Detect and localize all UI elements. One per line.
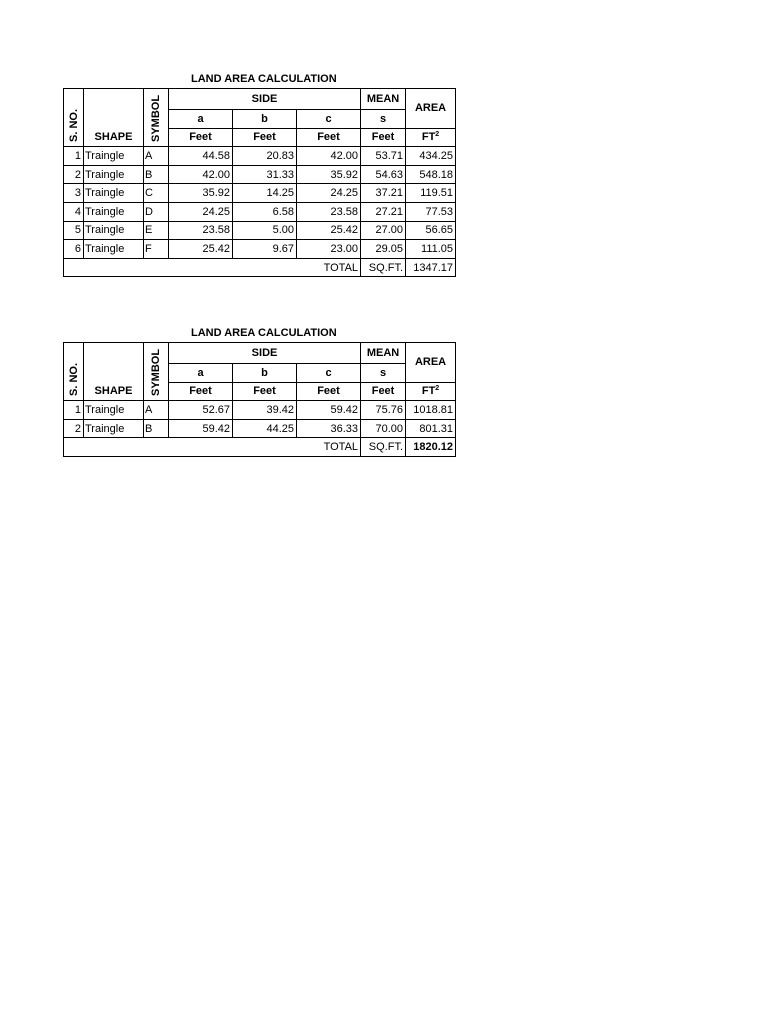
- cell-b: 6.58: [233, 202, 297, 221]
- cell-s: 37.21: [361, 184, 406, 203]
- cell-shape: Traingle: [84, 240, 144, 259]
- total-blank-cell: [64, 438, 297, 457]
- cell-shape: Traingle: [84, 147, 144, 166]
- cell-sno: 2: [64, 165, 84, 184]
- land-area-sheet-2: [63, 324, 455, 457]
- unit-s: Feet: [361, 382, 406, 401]
- cell-sno: 3: [64, 184, 84, 203]
- cell-b: 5.00: [233, 221, 297, 240]
- cell-a: 35.92: [169, 184, 233, 203]
- cell-symbol: E: [144, 221, 169, 240]
- table-row: [64, 165, 456, 184]
- cell-b: 39.42: [233, 401, 297, 420]
- unit-area-base: FT: [421, 131, 436, 144]
- unit-b: Feet: [233, 128, 297, 147]
- mean-s-header: s: [361, 364, 406, 383]
- unit-a: Feet: [169, 128, 233, 147]
- cell-b: 44.25: [233, 419, 297, 438]
- sno-header-label: S. NO.: [67, 109, 80, 143]
- symbol-header: [144, 89, 169, 147]
- side-a-header: a: [169, 110, 233, 129]
- table-row: [64, 221, 456, 240]
- sno-header-label: S. NO.: [67, 363, 80, 397]
- cell-b: 9.67: [233, 240, 297, 259]
- cell-shape: Traingle: [84, 202, 144, 221]
- unit-c: Feet: [297, 128, 361, 147]
- area-header: AREA: [406, 89, 456, 129]
- unit-s: Feet: [361, 128, 406, 147]
- cell-a: 52.67: [169, 401, 233, 420]
- cell-s: 75.76: [361, 401, 406, 420]
- cell-a: 44.58: [169, 147, 233, 166]
- cell-area: 801.31: [406, 419, 456, 438]
- cell-a: 42.00: [169, 165, 233, 184]
- land-area-table: [63, 88, 456, 277]
- unit-a: Feet: [169, 382, 233, 401]
- cell-area: 56.65: [406, 221, 456, 240]
- mean-header: MEAN: [361, 343, 406, 364]
- cell-symbol: C: [144, 184, 169, 203]
- cell-c: 23.00: [297, 240, 361, 259]
- cell-shape: Traingle: [84, 221, 144, 240]
- unit-b: Feet: [233, 382, 297, 401]
- side-b-header: b: [233, 110, 297, 129]
- cell-c: 36.33: [297, 419, 361, 438]
- cell-area: 119.51: [406, 184, 456, 203]
- cell-sno: 6: [64, 240, 84, 259]
- cell-area: 1018.81: [406, 401, 456, 420]
- cell-c: 35.92: [297, 165, 361, 184]
- cell-shape: Traingle: [84, 165, 144, 184]
- sno-header: [64, 343, 84, 401]
- cell-s: 54.63: [361, 165, 406, 184]
- area-header: AREA: [406, 343, 456, 383]
- cell-symbol: F: [144, 240, 169, 259]
- cell-b: 31.33: [233, 165, 297, 184]
- total-unit: SQ.FT.: [361, 258, 406, 277]
- side-b-header: b: [233, 364, 297, 383]
- cell-a: 24.25: [169, 202, 233, 221]
- mean-s-header: s: [361, 110, 406, 129]
- total-value: 1820.12: [406, 438, 456, 457]
- total-unit: SQ.FT.: [361, 438, 406, 457]
- cell-c: 25.42: [297, 221, 361, 240]
- sheet-title: LAND AREA CALCULATION: [191, 73, 337, 85]
- cell-area: 548.18: [406, 165, 456, 184]
- cell-s: 53.71: [361, 147, 406, 166]
- unit-c: Feet: [297, 382, 361, 401]
- sno-header: [64, 89, 84, 147]
- side-c-header: c: [297, 364, 361, 383]
- side-c-header: c: [297, 110, 361, 129]
- total-row: [64, 258, 456, 277]
- cell-area: 77.53: [406, 202, 456, 221]
- cell-c: 59.42: [297, 401, 361, 420]
- cell-c: 42.00: [297, 147, 361, 166]
- total-label: TOTAL: [297, 258, 361, 277]
- cell-s: 29.05: [361, 240, 406, 259]
- table-row: [64, 147, 456, 166]
- cell-b: 14.25: [233, 184, 297, 203]
- cell-sno: 4: [64, 202, 84, 221]
- cell-shape: Traingle: [84, 184, 144, 203]
- cell-c: 24.25: [297, 184, 361, 203]
- cell-s: 27.21: [361, 202, 406, 221]
- cell-symbol: A: [144, 401, 169, 420]
- cell-area: 111.05: [406, 240, 456, 259]
- symbol-header-label: SYMBOL: [150, 349, 162, 397]
- unit-area: [406, 128, 456, 147]
- land-area-table: [63, 342, 456, 457]
- shape-header: SHAPE: [84, 89, 144, 147]
- cell-shape: Traingle: [84, 401, 144, 420]
- cell-a: 25.42: [169, 240, 233, 259]
- cell-b: 20.83: [233, 147, 297, 166]
- cell-symbol: B: [144, 419, 169, 438]
- table-row: [64, 419, 456, 438]
- cell-sno: 1: [64, 147, 84, 166]
- side-header: SIDE: [169, 89, 361, 110]
- table-row: [64, 202, 456, 221]
- total-blank-cell: [64, 258, 297, 277]
- cell-sno: 2: [64, 419, 84, 438]
- mean-header: MEAN: [361, 89, 406, 110]
- side-header: SIDE: [169, 343, 361, 364]
- table-row: [64, 401, 456, 420]
- table-row: [64, 184, 456, 203]
- shape-header: SHAPE: [84, 343, 144, 401]
- side-a-header: a: [169, 364, 233, 383]
- sheet-title: LAND AREA CALCULATION: [191, 327, 337, 339]
- symbol-header-label: SYMBOL: [150, 95, 162, 143]
- cell-symbol: B: [144, 165, 169, 184]
- symbol-header: [144, 343, 169, 401]
- cell-symbol: D: [144, 202, 169, 221]
- cell-a: 59.42: [169, 419, 233, 438]
- unit-area-base: FT: [421, 385, 436, 398]
- cell-area: 434.25: [406, 147, 456, 166]
- unit-area: [406, 382, 456, 401]
- cell-sno: 1: [64, 401, 84, 420]
- cell-c: 23.58: [297, 202, 361, 221]
- total-label: TOTAL: [297, 438, 361, 457]
- cell-s: 70.00: [361, 419, 406, 438]
- total-row: [64, 438, 456, 457]
- table-row: [64, 240, 456, 259]
- cell-s: 27.00: [361, 221, 406, 240]
- land-area-sheet-1: [63, 70, 455, 277]
- total-value: 1347.17: [406, 258, 456, 277]
- cell-symbol: A: [144, 147, 169, 166]
- cell-shape: Traingle: [84, 419, 144, 438]
- unit-area-sup: 2: [435, 131, 440, 139]
- cell-a: 23.58: [169, 221, 233, 240]
- unit-area-sup: 2: [435, 385, 440, 393]
- cell-sno: 5: [64, 221, 84, 240]
